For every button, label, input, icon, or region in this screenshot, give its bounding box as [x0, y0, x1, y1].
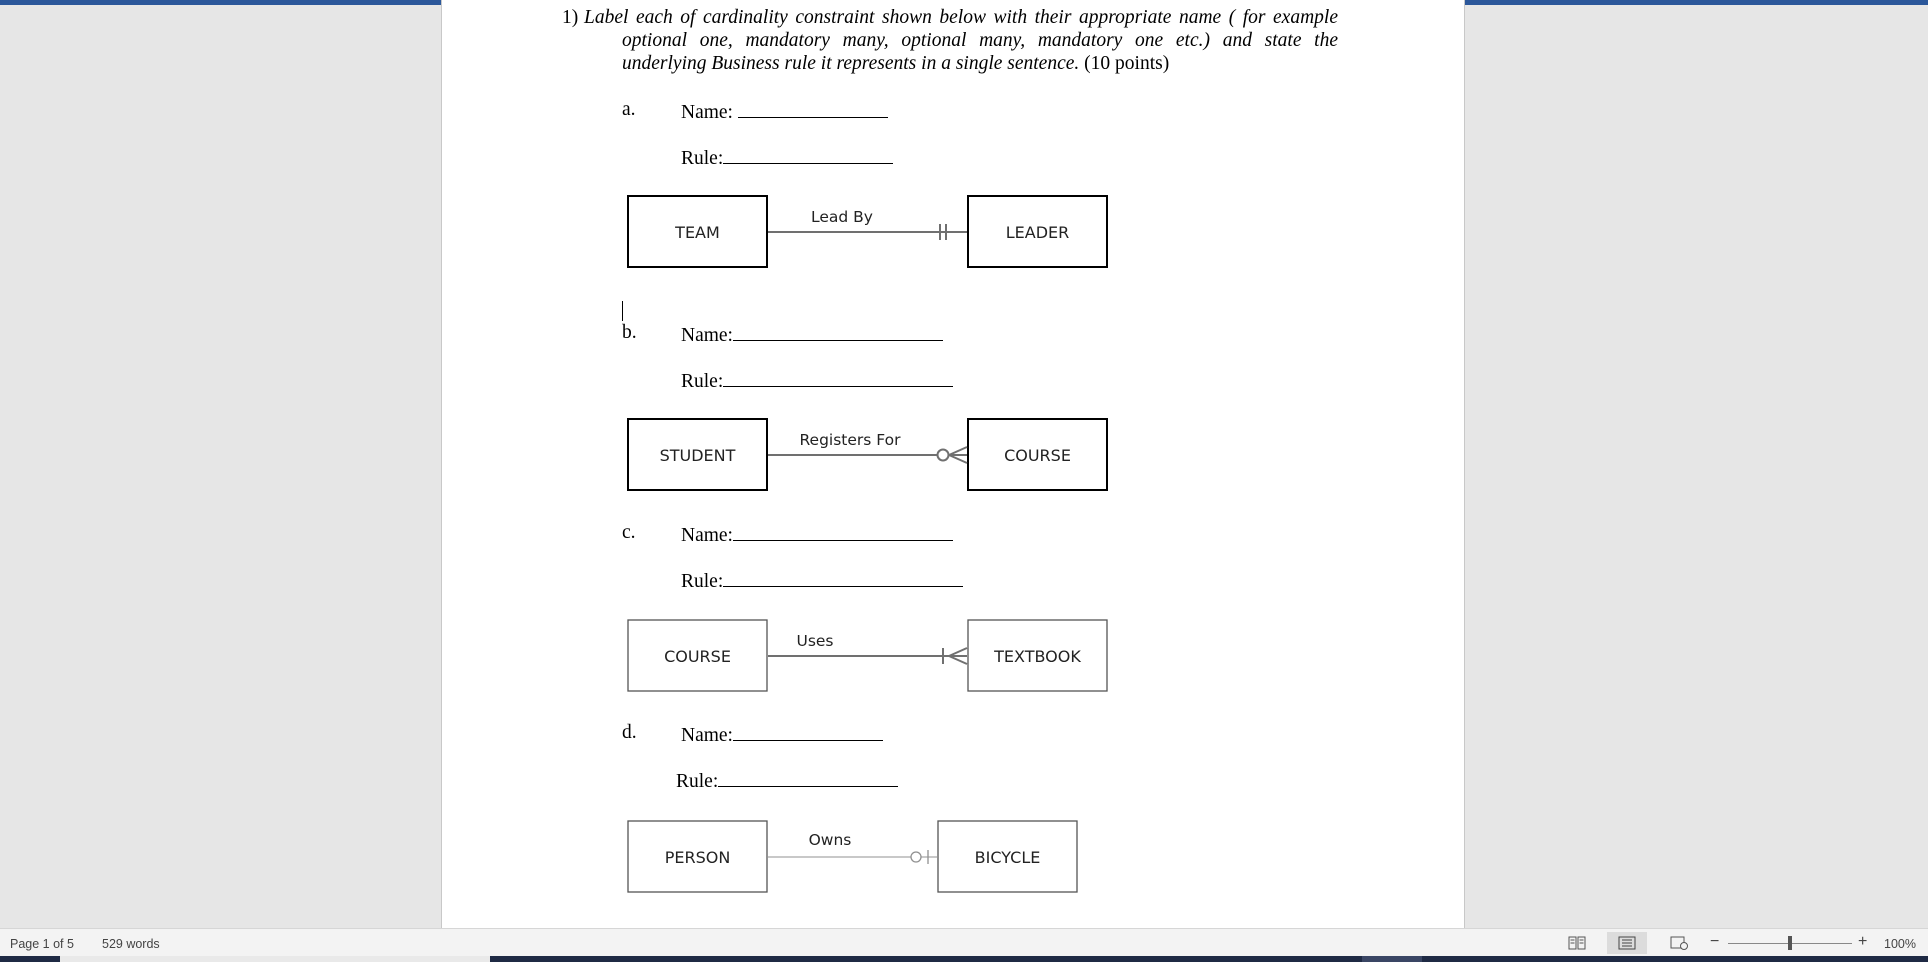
- item-d-letter: d.: [622, 722, 637, 743]
- item-b-letter: b.: [622, 322, 637, 343]
- question-number: 1): [562, 7, 579, 28]
- read-mode-icon: [1568, 936, 1586, 950]
- relationship-lead-by: Lead By: [811, 208, 873, 226]
- item-b-name-text: Name:: [681, 325, 733, 346]
- erd-c: [628, 620, 1107, 691]
- entity-team-label: TEAM: [675, 223, 720, 242]
- item-a-rule-text: Rule:: [681, 148, 724, 169]
- item-c-name-text: Name:: [681, 525, 733, 546]
- zoom-out-button[interactable]: −: [1710, 933, 1720, 950]
- erd-d: [628, 821, 1077, 892]
- taskbar-highlight: [1362, 956, 1422, 962]
- web-layout-button[interactable]: [1664, 932, 1694, 954]
- question-line-3-text: underlying Business rule it represents in a single sentence.: [622, 53, 1080, 74]
- crows-foot-icon-c: [949, 648, 967, 664]
- erd-a: [628, 196, 1107, 267]
- entity-student-label: STUDENT: [659, 446, 736, 465]
- document-page[interactable]: [441, 0, 1465, 928]
- item-a-name-text: Name:: [681, 102, 733, 123]
- optional-circle-icon-d: [911, 852, 921, 862]
- item-a-letter: a.: [622, 99, 636, 120]
- zoom-slider-thumb[interactable]: [1788, 936, 1792, 950]
- question-line-1: Label each of cardinality constraint shown below with their appropriate name ( for example: [584, 7, 1338, 28]
- taskbar: [0, 956, 1928, 962]
- entity-course-b-label: COURSE: [1004, 446, 1071, 465]
- optional-circle-icon: [938, 450, 949, 461]
- erd-diagrams: [442, 0, 1464, 928]
- item-c-rule-text: Rule:: [681, 571, 724, 592]
- zoom-level[interactable]: 100%: [1884, 937, 1916, 951]
- entity-bicycle-label: BICYCLE: [974, 848, 1041, 867]
- item-d-rule-text: Rule:: [676, 771, 719, 792]
- entity-person-label: PERSON: [664, 848, 731, 867]
- relationship-owns: Owns: [808, 831, 852, 849]
- entity-course-c-label: COURSE: [664, 647, 731, 666]
- print-layout-icon: [1618, 936, 1636, 950]
- erd-b: [628, 419, 1107, 490]
- page-count[interactable]: Page 1 of 5: [10, 937, 74, 951]
- print-layout-button[interactable]: [1607, 932, 1647, 954]
- status-bar: [0, 928, 1928, 957]
- item-b-rule-text: Rule:: [681, 371, 724, 392]
- relationship-registers-for: Registers For: [799, 431, 901, 449]
- question-points: (10 points): [1084, 53, 1170, 74]
- item-c-letter: c.: [622, 522, 636, 543]
- web-layout-icon: [1670, 936, 1688, 950]
- question-line-2: optional one, mandatory many, optional many, mandatory one etc.) and state the: [622, 30, 1338, 51]
- crows-foot-icon: [949, 447, 967, 463]
- read-mode-button[interactable]: [1562, 932, 1592, 954]
- word-count[interactable]: 529 words: [102, 937, 160, 951]
- entity-textbook-label: TEXTBOOK: [994, 647, 1081, 666]
- entity-leader-label: LEADER: [1005, 223, 1070, 242]
- relationship-uses: Uses: [796, 632, 834, 650]
- zoom-in-button[interactable]: +: [1858, 933, 1868, 950]
- item-d-name-text: Name:: [681, 725, 733, 746]
- taskbar-active-window: [60, 956, 490, 962]
